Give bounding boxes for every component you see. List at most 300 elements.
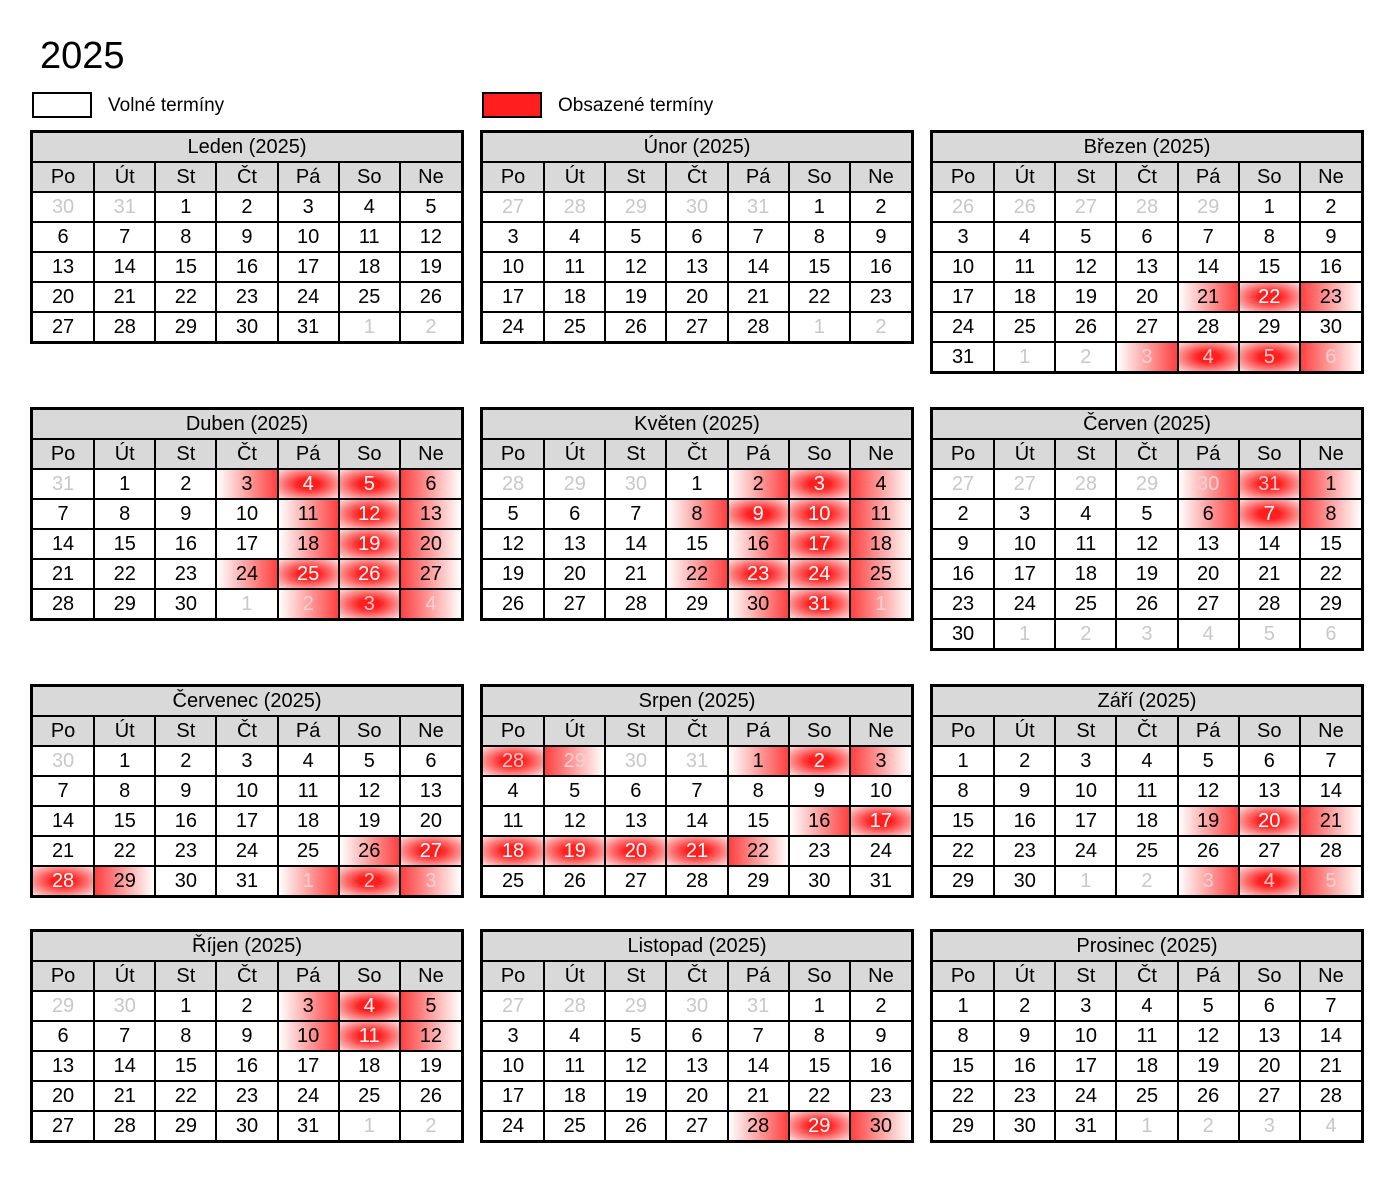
day-cell[interactable]: 29 bbox=[1178, 192, 1239, 222]
day-cell[interactable]: 25 bbox=[994, 312, 1055, 342]
day-cell[interactable]: 1 bbox=[1055, 866, 1116, 895]
day-cell[interactable]: 30 bbox=[33, 192, 94, 222]
day-cell[interactable]: 24 bbox=[933, 312, 994, 342]
day-cell[interactable]: 30 bbox=[155, 866, 216, 895]
day-cell[interactable]: 25 bbox=[483, 866, 544, 895]
day-cell[interactable]: 5 bbox=[605, 1021, 666, 1051]
day-cell[interactable]: 29 bbox=[1300, 589, 1361, 619]
day-cell[interactable]: 11 bbox=[339, 222, 400, 252]
day-cell[interactable]: 18 bbox=[339, 1051, 400, 1081]
day-cell[interactable]: 2 bbox=[728, 469, 789, 499]
day-cell[interactable]: 29 bbox=[933, 866, 994, 895]
day-cell[interactable]: 12 bbox=[1178, 1021, 1239, 1051]
day-cell[interactable]: 8 bbox=[789, 222, 850, 252]
day-cell[interactable]: 3 bbox=[400, 866, 461, 895]
day-cell[interactable]: 5 bbox=[1055, 222, 1116, 252]
day-cell[interactable]: 14 bbox=[605, 529, 666, 559]
day-cell[interactable]: 4 bbox=[994, 222, 1055, 252]
day-cell[interactable]: 3 bbox=[1116, 619, 1177, 648]
day-cell[interactable]: 28 bbox=[94, 1111, 155, 1140]
day-cell[interactable]: 5 bbox=[1239, 342, 1300, 371]
day-cell[interactable]: 30 bbox=[216, 312, 277, 341]
day-cell[interactable]: 7 bbox=[605, 499, 666, 529]
day-cell[interactable]: 3 bbox=[1055, 746, 1116, 776]
day-cell[interactable]: 30 bbox=[1178, 469, 1239, 499]
day-cell[interactable]: 16 bbox=[155, 529, 216, 559]
day-cell[interactable]: 10 bbox=[483, 1051, 544, 1081]
day-cell[interactable]: 24 bbox=[483, 1111, 544, 1140]
day-cell[interactable]: 19 bbox=[605, 1081, 666, 1111]
day-cell[interactable]: 29 bbox=[94, 589, 155, 618]
day-cell[interactable]: 14 bbox=[666, 806, 727, 836]
day-cell[interactable]: 2 bbox=[850, 991, 911, 1021]
day-cell[interactable]: 15 bbox=[1300, 529, 1361, 559]
day-cell[interactable]: 1 bbox=[666, 469, 727, 499]
day-cell[interactable]: 27 bbox=[1239, 1081, 1300, 1111]
day-cell[interactable]: 22 bbox=[933, 836, 994, 866]
day-cell[interactable]: 16 bbox=[994, 1051, 1055, 1081]
day-cell[interactable]: 18 bbox=[544, 282, 605, 312]
day-cell[interactable]: 3 bbox=[339, 589, 400, 618]
day-cell[interactable]: 8 bbox=[933, 1021, 994, 1051]
day-cell[interactable]: 28 bbox=[544, 991, 605, 1021]
day-cell[interactable]: 11 bbox=[278, 776, 339, 806]
day-cell[interactable]: 2 bbox=[339, 866, 400, 895]
day-cell[interactable]: 18 bbox=[1116, 806, 1177, 836]
day-cell[interactable]: 25 bbox=[339, 282, 400, 312]
day-cell[interactable]: 1 bbox=[339, 1111, 400, 1140]
day-cell[interactable]: 15 bbox=[94, 806, 155, 836]
day-cell[interactable]: 4 bbox=[400, 589, 461, 618]
day-cell[interactable]: 12 bbox=[339, 776, 400, 806]
day-cell[interactable]: 21 bbox=[728, 1081, 789, 1111]
day-cell[interactable]: 21 bbox=[1300, 1051, 1361, 1081]
day-cell[interactable]: 19 bbox=[605, 282, 666, 312]
day-cell[interactable]: 2 bbox=[933, 499, 994, 529]
day-cell[interactable]: 18 bbox=[278, 806, 339, 836]
day-cell[interactable]: 30 bbox=[994, 866, 1055, 895]
day-cell[interactable]: 7 bbox=[666, 776, 727, 806]
day-cell[interactable]: 26 bbox=[1178, 836, 1239, 866]
day-cell[interactable]: 24 bbox=[483, 312, 544, 341]
day-cell[interactable]: 30 bbox=[1300, 312, 1361, 342]
day-cell[interactable]: 13 bbox=[1178, 529, 1239, 559]
day-cell[interactable]: 27 bbox=[1178, 589, 1239, 619]
day-cell[interactable]: 1 bbox=[155, 192, 216, 222]
day-cell[interactable]: 5 bbox=[544, 776, 605, 806]
day-cell[interactable]: 20 bbox=[1239, 1051, 1300, 1081]
day-cell[interactable]: 3 bbox=[278, 991, 339, 1021]
day-cell[interactable]: 26 bbox=[1116, 589, 1177, 619]
day-cell[interactable]: 24 bbox=[216, 836, 277, 866]
day-cell[interactable]: 12 bbox=[544, 806, 605, 836]
day-cell[interactable]: 15 bbox=[789, 252, 850, 282]
day-cell[interactable]: 1 bbox=[278, 866, 339, 895]
day-cell[interactable]: 24 bbox=[1055, 1081, 1116, 1111]
day-cell[interactable]: 23 bbox=[789, 836, 850, 866]
day-cell[interactable]: 29 bbox=[155, 312, 216, 341]
day-cell[interactable]: 11 bbox=[1116, 1021, 1177, 1051]
day-cell[interactable]: 22 bbox=[1239, 282, 1300, 312]
day-cell[interactable]: 28 bbox=[728, 1111, 789, 1140]
day-cell[interactable]: 9 bbox=[216, 1021, 277, 1051]
day-cell[interactable]: 25 bbox=[1055, 589, 1116, 619]
day-cell[interactable]: 14 bbox=[94, 252, 155, 282]
day-cell[interactable]: 30 bbox=[605, 746, 666, 776]
day-cell[interactable]: 25 bbox=[850, 559, 911, 589]
day-cell[interactable]: 6 bbox=[1300, 619, 1361, 648]
day-cell[interactable]: 22 bbox=[666, 559, 727, 589]
day-cell[interactable]: 7 bbox=[728, 1021, 789, 1051]
day-cell[interactable]: 29 bbox=[728, 866, 789, 895]
day-cell[interactable]: 20 bbox=[1178, 559, 1239, 589]
day-cell[interactable]: 13 bbox=[400, 499, 461, 529]
day-cell[interactable]: 20 bbox=[33, 282, 94, 312]
day-cell[interactable]: 31 bbox=[728, 192, 789, 222]
day-cell[interactable]: 27 bbox=[400, 559, 461, 589]
day-cell[interactable]: 14 bbox=[1239, 529, 1300, 559]
day-cell[interactable]: 26 bbox=[605, 312, 666, 341]
day-cell[interactable]: 10 bbox=[994, 529, 1055, 559]
day-cell[interactable]: 30 bbox=[994, 1111, 1055, 1140]
day-cell[interactable]: 1 bbox=[216, 589, 277, 618]
day-cell[interactable]: 8 bbox=[728, 776, 789, 806]
day-cell[interactable]: 1 bbox=[933, 746, 994, 776]
day-cell[interactable]: 18 bbox=[339, 252, 400, 282]
day-cell[interactable]: 28 bbox=[1116, 192, 1177, 222]
day-cell[interactable]: 28 bbox=[1300, 1081, 1361, 1111]
day-cell[interactable]: 9 bbox=[1300, 222, 1361, 252]
day-cell[interactable]: 19 bbox=[339, 529, 400, 559]
day-cell[interactable]: 26 bbox=[544, 866, 605, 895]
day-cell[interactable]: 24 bbox=[789, 559, 850, 589]
day-cell[interactable]: 26 bbox=[605, 1111, 666, 1140]
day-cell[interactable]: 27 bbox=[544, 589, 605, 618]
day-cell[interactable]: 7 bbox=[94, 1021, 155, 1051]
day-cell[interactable]: 28 bbox=[1300, 836, 1361, 866]
day-cell[interactable]: 31 bbox=[1055, 1111, 1116, 1140]
day-cell[interactable]: 10 bbox=[850, 776, 911, 806]
day-cell[interactable]: 5 bbox=[339, 746, 400, 776]
day-cell[interactable]: 6 bbox=[605, 776, 666, 806]
day-cell[interactable]: 30 bbox=[789, 866, 850, 895]
day-cell[interactable]: 27 bbox=[605, 866, 666, 895]
day-cell[interactable]: 22 bbox=[94, 836, 155, 866]
day-cell[interactable]: 2 bbox=[400, 1111, 461, 1140]
day-cell[interactable]: 12 bbox=[1178, 776, 1239, 806]
day-cell[interactable]: 10 bbox=[1055, 776, 1116, 806]
day-cell[interactable]: 1 bbox=[933, 991, 994, 1021]
day-cell[interactable]: 1 bbox=[1239, 192, 1300, 222]
day-cell[interactable]: 21 bbox=[1300, 806, 1361, 836]
day-cell[interactable]: 10 bbox=[278, 1021, 339, 1051]
day-cell[interactable]: 27 bbox=[666, 1111, 727, 1140]
day-cell[interactable]: 17 bbox=[483, 1081, 544, 1111]
day-cell[interactable]: 13 bbox=[544, 529, 605, 559]
day-cell[interactable]: 28 bbox=[33, 589, 94, 618]
day-cell[interactable]: 22 bbox=[155, 1081, 216, 1111]
day-cell[interactable]: 3 bbox=[789, 469, 850, 499]
day-cell[interactable]: 27 bbox=[1116, 312, 1177, 342]
day-cell[interactable]: 7 bbox=[33, 776, 94, 806]
day-cell[interactable]: 10 bbox=[1055, 1021, 1116, 1051]
day-cell[interactable]: 26 bbox=[400, 1081, 461, 1111]
day-cell[interactable]: 29 bbox=[33, 991, 94, 1021]
day-cell[interactable]: 2 bbox=[850, 312, 911, 341]
day-cell[interactable]: 18 bbox=[994, 282, 1055, 312]
day-cell[interactable]: 20 bbox=[605, 836, 666, 866]
day-cell[interactable]: 20 bbox=[1116, 282, 1177, 312]
day-cell[interactable]: 11 bbox=[1055, 529, 1116, 559]
day-cell[interactable]: 17 bbox=[789, 529, 850, 559]
day-cell[interactable]: 30 bbox=[728, 589, 789, 618]
day-cell[interactable]: 19 bbox=[1055, 282, 1116, 312]
day-cell[interactable]: 28 bbox=[1239, 589, 1300, 619]
day-cell[interactable]: 5 bbox=[400, 991, 461, 1021]
day-cell[interactable]: 27 bbox=[933, 469, 994, 499]
day-cell[interactable]: 5 bbox=[1239, 619, 1300, 648]
day-cell[interactable]: 3 bbox=[216, 469, 277, 499]
day-cell[interactable]: 28 bbox=[544, 192, 605, 222]
day-cell[interactable]: 24 bbox=[278, 1081, 339, 1111]
day-cell[interactable]: 15 bbox=[1239, 252, 1300, 282]
day-cell[interactable]: 16 bbox=[850, 252, 911, 282]
day-cell[interactable]: 26 bbox=[400, 282, 461, 312]
day-cell[interactable]: 14 bbox=[728, 1051, 789, 1081]
day-cell[interactable]: 11 bbox=[483, 806, 544, 836]
day-cell[interactable]: 17 bbox=[1055, 806, 1116, 836]
day-cell[interactable]: 7 bbox=[1239, 499, 1300, 529]
day-cell[interactable]: 6 bbox=[33, 1021, 94, 1051]
day-cell[interactable]: 2 bbox=[400, 312, 461, 341]
day-cell[interactable]: 23 bbox=[216, 1081, 277, 1111]
day-cell[interactable]: 20 bbox=[400, 529, 461, 559]
day-cell[interactable]: 16 bbox=[789, 806, 850, 836]
day-cell[interactable]: 31 bbox=[933, 342, 994, 371]
day-cell[interactable]: 4 bbox=[1116, 746, 1177, 776]
day-cell[interactable]: 16 bbox=[994, 806, 1055, 836]
day-cell[interactable]: 9 bbox=[789, 776, 850, 806]
day-cell[interactable]: 31 bbox=[278, 312, 339, 341]
day-cell[interactable]: 4 bbox=[1239, 866, 1300, 895]
day-cell[interactable]: 13 bbox=[605, 806, 666, 836]
day-cell[interactable]: 6 bbox=[666, 222, 727, 252]
day-cell[interactable]: 28 bbox=[483, 469, 544, 499]
day-cell[interactable]: 23 bbox=[850, 1081, 911, 1111]
day-cell[interactable]: 31 bbox=[216, 866, 277, 895]
day-cell[interactable]: 13 bbox=[33, 252, 94, 282]
day-cell[interactable]: 3 bbox=[1178, 866, 1239, 895]
day-cell[interactable]: 19 bbox=[400, 252, 461, 282]
day-cell[interactable]: 1 bbox=[789, 192, 850, 222]
day-cell[interactable]: 15 bbox=[728, 806, 789, 836]
day-cell[interactable]: 18 bbox=[1055, 559, 1116, 589]
day-cell[interactable]: 16 bbox=[216, 252, 277, 282]
day-cell[interactable]: 30 bbox=[850, 1111, 911, 1140]
day-cell[interactable]: 2 bbox=[216, 991, 277, 1021]
day-cell[interactable]: 26 bbox=[339, 559, 400, 589]
day-cell[interactable]: 10 bbox=[278, 222, 339, 252]
day-cell[interactable]: 4 bbox=[278, 746, 339, 776]
day-cell[interactable]: 3 bbox=[1239, 1111, 1300, 1140]
day-cell[interactable]: 30 bbox=[933, 619, 994, 648]
day-cell[interactable]: 7 bbox=[1300, 991, 1361, 1021]
day-cell[interactable]: 24 bbox=[850, 836, 911, 866]
day-cell[interactable]: 3 bbox=[850, 746, 911, 776]
day-cell[interactable]: 28 bbox=[605, 589, 666, 618]
day-cell[interactable]: 4 bbox=[339, 192, 400, 222]
day-cell[interactable]: 9 bbox=[994, 1021, 1055, 1051]
day-cell[interactable]: 25 bbox=[339, 1081, 400, 1111]
day-cell[interactable]: 9 bbox=[155, 499, 216, 529]
day-cell[interactable]: 3 bbox=[216, 746, 277, 776]
day-cell[interactable]: 24 bbox=[216, 559, 277, 589]
day-cell[interactable]: 10 bbox=[789, 499, 850, 529]
day-cell[interactable]: 7 bbox=[94, 222, 155, 252]
day-cell[interactable]: 25 bbox=[1116, 1081, 1177, 1111]
day-cell[interactable]: 2 bbox=[850, 192, 911, 222]
day-cell[interactable]: 30 bbox=[666, 192, 727, 222]
day-cell[interactable]: 6 bbox=[666, 1021, 727, 1051]
day-cell[interactable]: 9 bbox=[155, 776, 216, 806]
day-cell[interactable]: 4 bbox=[339, 991, 400, 1021]
day-cell[interactable]: 12 bbox=[1116, 529, 1177, 559]
day-cell[interactable]: 1 bbox=[94, 746, 155, 776]
day-cell[interactable]: 15 bbox=[933, 1051, 994, 1081]
day-cell[interactable]: 29 bbox=[605, 192, 666, 222]
day-cell[interactable]: 22 bbox=[789, 1081, 850, 1111]
day-cell[interactable]: 9 bbox=[994, 776, 1055, 806]
day-cell[interactable]: 2 bbox=[994, 991, 1055, 1021]
day-cell[interactable]: 30 bbox=[216, 1111, 277, 1140]
day-cell[interactable]: 6 bbox=[1178, 499, 1239, 529]
day-cell[interactable]: 13 bbox=[1239, 1021, 1300, 1051]
day-cell[interactable]: 23 bbox=[850, 282, 911, 312]
day-cell[interactable]: 31 bbox=[33, 469, 94, 499]
day-cell[interactable]: 23 bbox=[1300, 282, 1361, 312]
day-cell[interactable]: 1 bbox=[339, 312, 400, 341]
day-cell[interactable]: 23 bbox=[994, 836, 1055, 866]
day-cell[interactable]: 24 bbox=[994, 589, 1055, 619]
day-cell[interactable]: 4 bbox=[1116, 991, 1177, 1021]
day-cell[interactable]: 29 bbox=[933, 1111, 994, 1140]
day-cell[interactable]: 19 bbox=[1116, 559, 1177, 589]
day-cell[interactable]: 8 bbox=[155, 222, 216, 252]
day-cell[interactable]: 29 bbox=[605, 991, 666, 1021]
day-cell[interactable]: 21 bbox=[728, 282, 789, 312]
day-cell[interactable]: 3 bbox=[278, 192, 339, 222]
day-cell[interactable]: 18 bbox=[544, 1081, 605, 1111]
day-cell[interactable]: 4 bbox=[278, 469, 339, 499]
day-cell[interactable]: 17 bbox=[483, 282, 544, 312]
day-cell[interactable]: 16 bbox=[1300, 252, 1361, 282]
day-cell[interactable]: 2 bbox=[1055, 619, 1116, 648]
day-cell[interactable]: 13 bbox=[33, 1051, 94, 1081]
day-cell[interactable]: 8 bbox=[666, 499, 727, 529]
day-cell[interactable]: 19 bbox=[400, 1051, 461, 1081]
day-cell[interactable]: 10 bbox=[483, 252, 544, 282]
day-cell[interactable]: 31 bbox=[728, 991, 789, 1021]
day-cell[interactable]: 6 bbox=[1300, 342, 1361, 371]
day-cell[interactable]: 16 bbox=[216, 1051, 277, 1081]
day-cell[interactable]: 3 bbox=[1055, 991, 1116, 1021]
day-cell[interactable]: 6 bbox=[400, 469, 461, 499]
day-cell[interactable]: 17 bbox=[850, 806, 911, 836]
day-cell[interactable]: 27 bbox=[33, 312, 94, 341]
day-cell[interactable]: 9 bbox=[850, 1021, 911, 1051]
day-cell[interactable]: 10 bbox=[216, 776, 277, 806]
day-cell[interactable]: 17 bbox=[216, 529, 277, 559]
day-cell[interactable]: 25 bbox=[544, 1111, 605, 1140]
day-cell[interactable]: 20 bbox=[33, 1081, 94, 1111]
day-cell[interactable]: 12 bbox=[400, 1021, 461, 1051]
day-cell[interactable]: 12 bbox=[483, 529, 544, 559]
day-cell[interactable]: 8 bbox=[155, 1021, 216, 1051]
day-cell[interactable]: 31 bbox=[94, 192, 155, 222]
day-cell[interactable]: 5 bbox=[339, 469, 400, 499]
day-cell[interactable]: 16 bbox=[155, 806, 216, 836]
day-cell[interactable]: 1 bbox=[728, 746, 789, 776]
day-cell[interactable]: 5 bbox=[1178, 746, 1239, 776]
day-cell[interactable]: 29 bbox=[1239, 312, 1300, 342]
day-cell[interactable]: 6 bbox=[1239, 991, 1300, 1021]
day-cell[interactable]: 14 bbox=[1300, 1021, 1361, 1051]
day-cell[interactable]: 10 bbox=[216, 499, 277, 529]
day-cell[interactable]: 20 bbox=[666, 1081, 727, 1111]
day-cell[interactable]: 24 bbox=[278, 282, 339, 312]
day-cell[interactable]: 17 bbox=[278, 252, 339, 282]
day-cell[interactable]: 22 bbox=[155, 282, 216, 312]
day-cell[interactable]: 2 bbox=[1055, 342, 1116, 371]
day-cell[interactable]: 25 bbox=[1116, 836, 1177, 866]
day-cell[interactable]: 27 bbox=[666, 312, 727, 341]
day-cell[interactable]: 22 bbox=[728, 836, 789, 866]
day-cell[interactable]: 25 bbox=[278, 559, 339, 589]
day-cell[interactable]: 27 bbox=[994, 469, 1055, 499]
day-cell[interactable]: 2 bbox=[216, 192, 277, 222]
day-cell[interactable]: 15 bbox=[94, 529, 155, 559]
day-cell[interactable]: 23 bbox=[728, 559, 789, 589]
day-cell[interactable]: 29 bbox=[789, 1111, 850, 1140]
day-cell[interactable]: 7 bbox=[1300, 746, 1361, 776]
day-cell[interactable]: 30 bbox=[666, 991, 727, 1021]
day-cell[interactable]: 23 bbox=[216, 282, 277, 312]
day-cell[interactable]: 3 bbox=[1116, 342, 1177, 371]
day-cell[interactable]: 18 bbox=[483, 836, 544, 866]
day-cell[interactable]: 9 bbox=[933, 529, 994, 559]
day-cell[interactable]: 5 bbox=[1116, 499, 1177, 529]
day-cell[interactable]: 22 bbox=[94, 559, 155, 589]
day-cell[interactable]: 8 bbox=[94, 499, 155, 529]
day-cell[interactable]: 3 bbox=[483, 1021, 544, 1051]
day-cell[interactable]: 28 bbox=[728, 312, 789, 341]
day-cell[interactable]: 29 bbox=[94, 866, 155, 895]
day-cell[interactable]: 28 bbox=[33, 866, 94, 895]
day-cell[interactable]: 22 bbox=[1300, 559, 1361, 589]
day-cell[interactable]: 17 bbox=[278, 1051, 339, 1081]
day-cell[interactable]: 21 bbox=[94, 282, 155, 312]
day-cell[interactable]: 14 bbox=[1178, 252, 1239, 282]
day-cell[interactable]: 17 bbox=[1055, 1051, 1116, 1081]
day-cell[interactable]: 1 bbox=[994, 342, 1055, 371]
day-cell[interactable]: 15 bbox=[666, 529, 727, 559]
day-cell[interactable]: 13 bbox=[400, 776, 461, 806]
day-cell[interactable]: 30 bbox=[155, 589, 216, 618]
day-cell[interactable]: 1 bbox=[789, 312, 850, 341]
day-cell[interactable]: 19 bbox=[339, 806, 400, 836]
day-cell[interactable]: 5 bbox=[1300, 866, 1361, 895]
day-cell[interactable]: 21 bbox=[1178, 282, 1239, 312]
